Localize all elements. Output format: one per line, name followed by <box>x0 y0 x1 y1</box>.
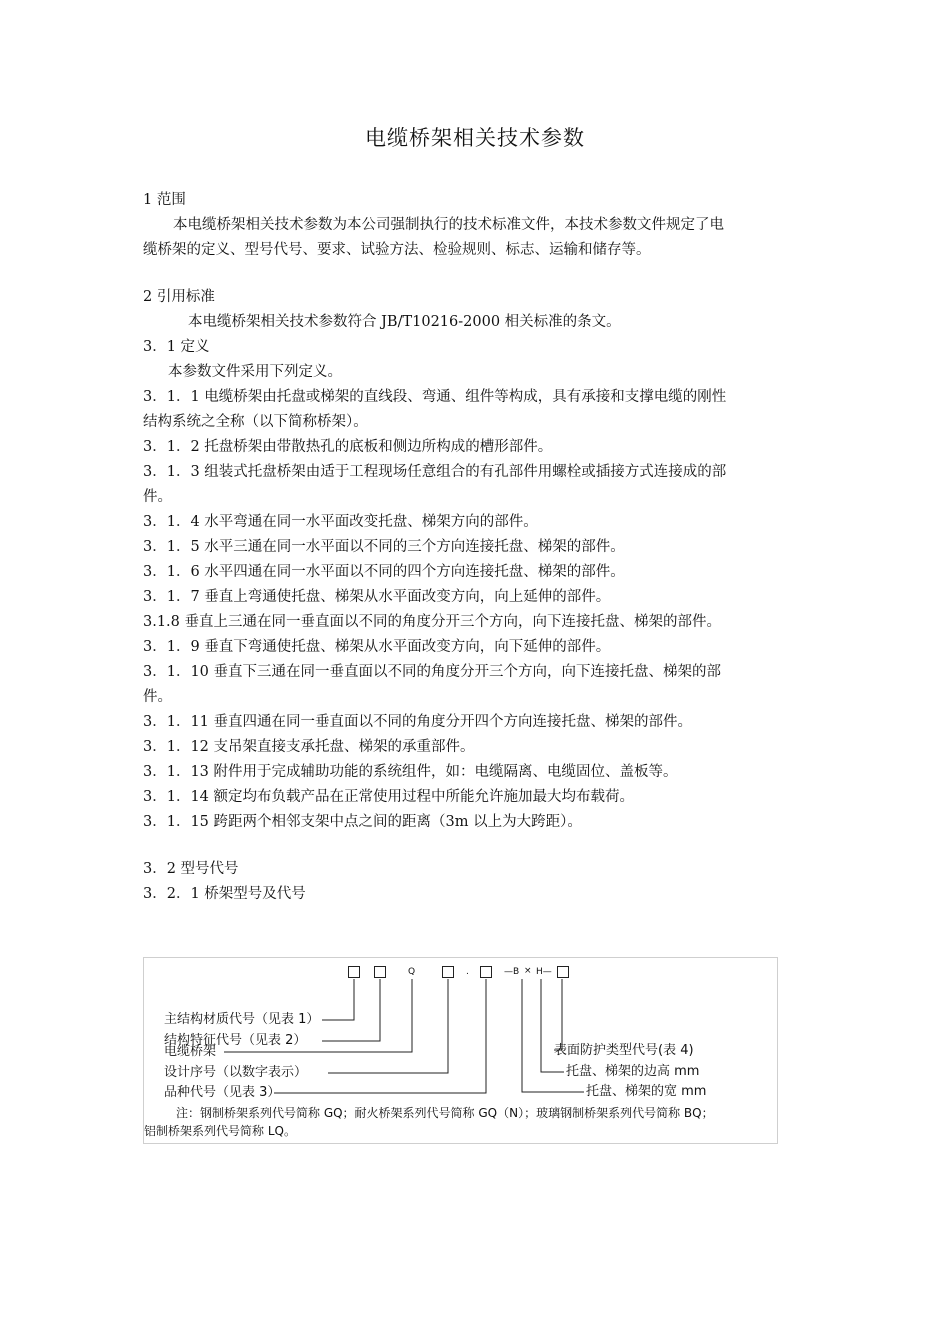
code-dot: . <box>466 967 469 977</box>
code-b: —B <box>504 967 520 977</box>
definition-line: 3．1．15 跨距两个相邻支架中点之间的距离（3m 以上为大跨距）。 <box>143 814 582 830</box>
label-cable-tray: 电缆桥架 <box>164 1044 217 1059</box>
definition-line: 3．1．1 电缆桥架由托盘或梯架的直线段、弯通、组件等构成，具有承接和支撑电缆的刚性 <box>143 389 727 405</box>
paragraph-line: 本电缆桥架相关技术参数符合 JB/T10216-2000 相关标准的条文。 <box>188 314 621 330</box>
section-heading: 3．2 型号代号 <box>143 861 239 877</box>
definition-line: 件。 <box>143 689 172 705</box>
label-structure-code: 结构特征代号（见表 2） <box>164 1033 307 1048</box>
definition-line: 3．1．2 托盘桥架由带散热孔的底板和侧边所构成的槽形部件。 <box>143 439 553 455</box>
definition-line: 3．1．11 垂直四通在同一垂直面以不同的角度分开四个方向连接托盘、梯架的部件。 <box>143 714 693 730</box>
definition-line: 3．1．4 水平弯通在同一水平面改变托盘、梯架方向的部件。 <box>143 514 538 530</box>
code-times: × <box>524 966 532 976</box>
code-box <box>442 966 454 978</box>
code-h: H— <box>536 967 552 977</box>
code-box <box>480 966 492 978</box>
definition-line: 3．1．13 附件用于完成辅助功能的系统组件，如：电缆隔离、电缆固位、盖板等。 <box>143 764 678 780</box>
definition-line: 3．1．6 水平四通在同一水平面以不同的四个方向连接托盘、梯架的部件。 <box>143 564 625 580</box>
label-variety-code: 品种代号（见表 3） <box>164 1085 281 1100</box>
code-box <box>374 966 386 978</box>
code-q: Q <box>408 967 416 977</box>
definition-line: 3．1．12 支吊架直接支承托盘、梯架的承重部件。 <box>143 739 475 755</box>
label-width: 托盘、梯架的宽 mm <box>586 1084 707 1099</box>
definition-line: 3．1．14 额定均布负载产品在正常使用过程中所能允许施加最大均布载荷。 <box>143 789 635 805</box>
definition-line: 3．1．3 组装式托盘桥架由适于工程现场任意组合的有孔部件用螺栓或插接方式连接成的部 <box>143 464 727 480</box>
section-heading: 3．1 定义 <box>143 339 210 355</box>
model-code-diagram <box>143 957 778 1144</box>
definition-line: 3．1．9 垂直下弯通使托盘、梯架从水平面改变方向，向下延伸的部件。 <box>143 639 611 655</box>
paragraph-line: 本参数文件采用下列定义。 <box>168 364 342 380</box>
diagram-note: 铝制桥架系列代号简称 LQ。 <box>144 1124 296 1138</box>
definition-line: 3．1．10 垂直下三通在同一垂直面以不同的角度分开三个方向，向下连接托盘、梯架的部 <box>143 664 722 680</box>
section-heading: 1 范围 <box>143 192 186 208</box>
definition-line: 件。 <box>143 489 172 505</box>
label-side-height: 托盘、梯架的边高 mm <box>566 1064 700 1079</box>
document-title: 电缆桥架相关技术参数 <box>365 126 585 150</box>
label-surface-protection: 表面防护类型代号(表 4) <box>554 1043 694 1058</box>
definition-line: 3．1．7 垂直上弯通使托盘、梯架从水平面改变方向，向上延伸的部件。 <box>143 589 611 605</box>
definition-line: 3．1．5 水平三通在同一水平面以不同的三个方向连接托盘、梯架的部件。 <box>143 539 625 555</box>
label-design-number: 设计序号（以数字表示） <box>164 1065 308 1080</box>
definition-line: 结构系统之全称（以下简称桥架）。 <box>143 414 368 430</box>
diagram-note: 注：钢制桥架系列代号简称 GQ；耐火桥架系列代号简称 GQ（N）；玻璃钢制桥架系列代号简称 BQ； <box>176 1106 714 1120</box>
code-box <box>348 966 360 978</box>
label-material-code: 主结构材质代号（见表 1） <box>164 1012 320 1027</box>
code-box <box>557 966 569 978</box>
paragraph-line: 缆桥架的定义、型号代号、要求、试验方法、检验规则、标志、运输和储存等。 <box>143 242 651 258</box>
paragraph-line: 本电缆桥架相关技术参数为本公司强制执行的技术标准文件，本技术参数文件规定了电 <box>173 217 724 233</box>
definition-line: 3.1.8 垂直上三通在同一垂直面以不同的角度分开三个方向，向下连接托盘、梯架的部件。 <box>143 614 721 630</box>
section-heading: 3．2．1 桥架型号及代号 <box>143 886 306 902</box>
section-heading: 2 引用标准 <box>143 289 215 305</box>
